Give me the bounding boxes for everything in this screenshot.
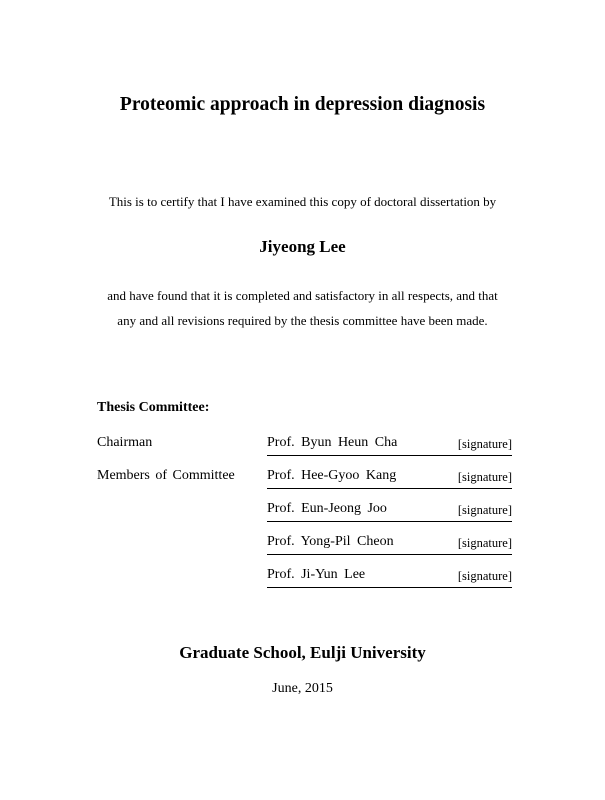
committee-signature-line <box>267 567 512 588</box>
committee-member-name: Prof. Yong-Pil Cheon <box>267 534 394 549</box>
certification-statement: This is to certify that I have examined this copy of doctoral dissertation by <box>108 194 497 209</box>
finding-line-1: and have found that it is completed and satisfactory in all respects, and that <box>107 288 498 303</box>
committee-signature-line <box>267 468 512 489</box>
signature-placeholder: [signature] <box>457 470 512 484</box>
committee-member-name: Prof. Eun-Jeong Joo <box>267 501 387 516</box>
committee-signature-line <box>267 534 512 555</box>
approval-date: June, 2015 <box>272 681 333 696</box>
signature-placeholder: [signature] <box>457 437 512 451</box>
committee-signature-line <box>267 435 512 456</box>
signature-placeholder: [signature] <box>457 536 512 550</box>
members-label: Members of Committee <box>97 468 235 483</box>
signature-placeholder: [signature] <box>457 503 512 517</box>
finding-line-2: any and all revisions required by the thesis committee have been made. <box>117 313 488 328</box>
dissertation-title: Proteomic approach in depression diagnosis <box>119 94 486 115</box>
committee-member-name: Prof. Byun Heun Cha <box>267 435 398 450</box>
committee-heading: Thesis Committee: <box>97 400 210 415</box>
chairman-label: Chairman <box>97 435 153 450</box>
committee-member-name: Prof. Ji-Yun Lee <box>267 567 366 582</box>
graduate-school: Graduate School, Eulji University <box>179 643 426 662</box>
committee-signature-line <box>267 501 512 522</box>
candidate-name: Jiyeong Lee <box>259 237 346 256</box>
signature-placeholder: [signature] <box>457 569 512 583</box>
committee-member-name: Prof. Hee-Gyoo Kang <box>267 468 397 483</box>
